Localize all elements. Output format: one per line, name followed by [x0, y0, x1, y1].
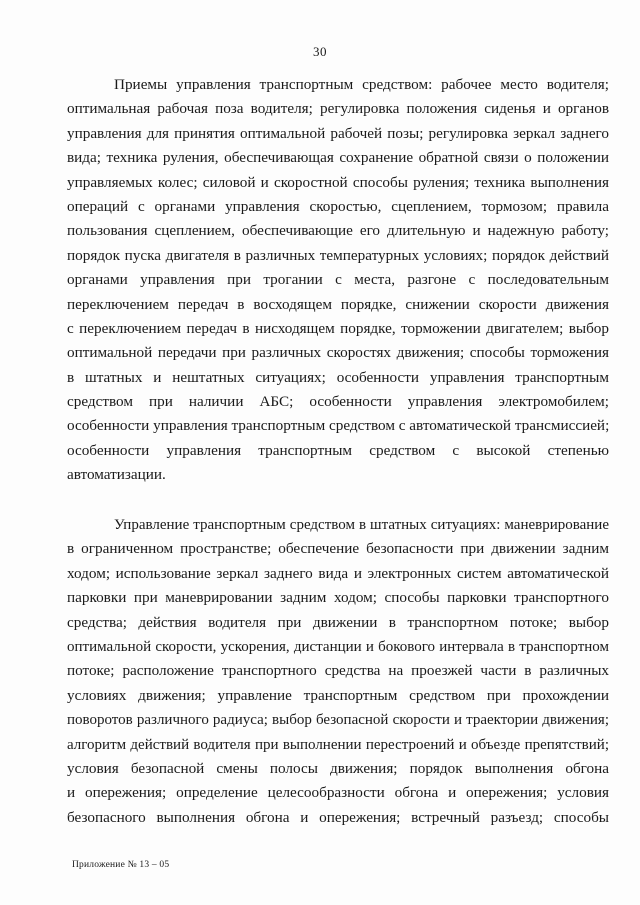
- text-line: Управление транспортным средством в штатных ситуациях: маневрирование: [114, 517, 609, 533]
- text-line: поворотов различного радиуса; выбор безопасной скорости и траектории движения;: [67, 712, 609, 729]
- text-line: и опережения; определение целесообразности обгона и опережения; условия: [67, 784, 609, 802]
- text-line: с переключением передач в нисходящем порядке, торможении двигателем; выбор: [67, 319, 609, 337]
- text-line: особенности управления транспортным средством с автоматической трансмиссией;: [67, 417, 610, 435]
- text-line: условия безопасной смены полосы движения; порядок выполнения обгона: [67, 759, 609, 777]
- text-line: особенности управления транспортным средством с высокой степенью: [67, 441, 609, 459]
- text-line: оптимальной скорости, ускорения, дистанции и бокового интервала в транспортном: [67, 638, 609, 655]
- page-number: 30: [313, 44, 327, 59]
- text-line: порядок пуска двигателя в различных температурных условиях; порядок действий: [67, 246, 609, 264]
- text-line: алгоритм действий водителя при выполнении перестроений и объезде препятствий;: [67, 736, 609, 753]
- text-line: органами управления при трогании с места, разгоне с последовательным: [67, 271, 609, 289]
- paragraph-driving-techniques: [67, 73, 609, 488]
- text-line: пользования сцеплением, обеспечивающие его длительную и надежную работу;: [67, 222, 609, 240]
- text-line: оптимальной передачи при различных скоростях движения; способы торможения: [67, 344, 609, 362]
- text-line: управления для принятия оптимальной рабочей позы; регулировка зеркал заднего: [67, 124, 609, 142]
- page-footer: Приложение № 13 – 05: [72, 860, 170, 870]
- text-line: Приемы управления транспортным средством: рабочее место водителя;: [114, 76, 609, 93]
- text-line: средства; действия водителя при движении в транспортном потоке; выбор: [67, 613, 609, 631]
- text-line: управляемых колес; силовой и скоростной способы руления; техника выполнения: [67, 173, 609, 191]
- text-line: переключением передач в восходящем порядке, снижении скорости движения: [67, 295, 609, 313]
- text-line: вида; техника руления, обеспечивающая сохранение обратной связи о положении: [67, 149, 609, 167]
- text-line: автоматизации.: [67, 466, 166, 484]
- text-line: безопасного выполнения обгона и опережения; встречный разъезд; способы: [67, 808, 609, 826]
- paragraph-normal-situations: [67, 513, 609, 830]
- text-line: условиях движения; управление транспортным средством при прохождении: [67, 686, 609, 704]
- text-line: потоке; расположение транспортного средства на проезжей части в различных: [67, 662, 609, 680]
- text-line: ходом; использование зеркал заднего вида и электронных систем автоматической: [67, 564, 609, 582]
- text-line: оптимальная рабочая поза водителя; регулировка положения сиденья и органов: [67, 100, 609, 118]
- text-line: парковки при маневрировании задним ходом; способы парковки транспортного: [67, 589, 609, 607]
- text-line: в ограниченном пространстве; обеспечение безопасности при движении задним: [67, 540, 609, 558]
- text-line: в штатных и нештатных ситуациях; особенности управления транспортным: [67, 368, 609, 386]
- text-line: операций с органами управления скоростью, сцеплением, тормозом; правила: [67, 197, 609, 215]
- text-line: средством при наличии АБС; особенности управления электромобилем;: [67, 393, 609, 411]
